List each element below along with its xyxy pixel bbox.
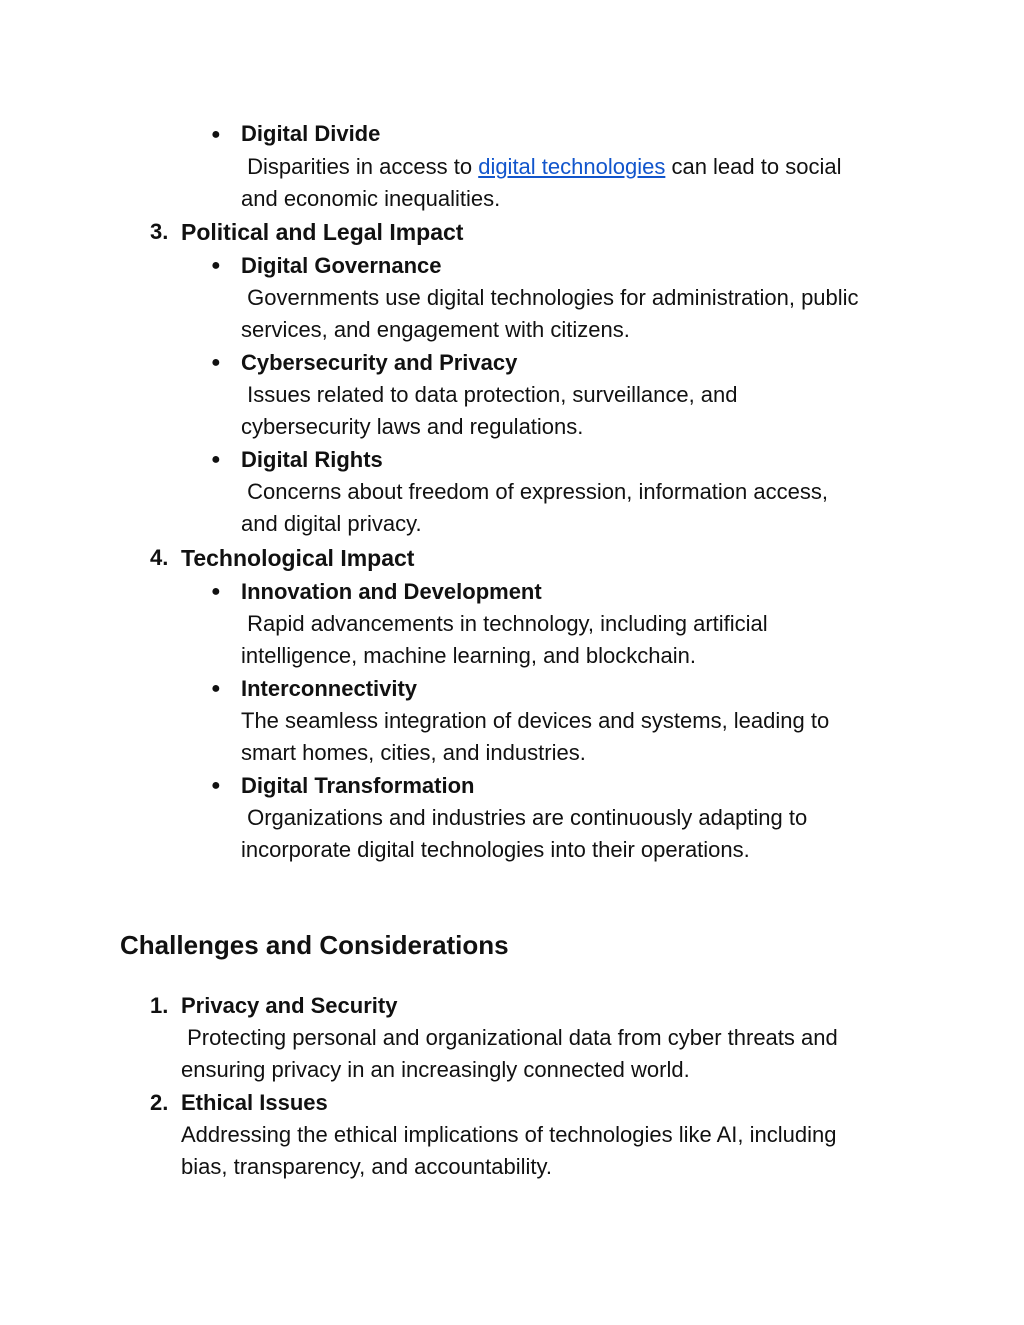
- item-title-interconnectivity: Interconnectivity: [241, 676, 418, 701]
- item-title-digital-governance: Digital Governance: [241, 253, 442, 278]
- section-title-political-legal: Political and Legal Impact: [181, 219, 464, 245]
- bullet-marker: ●: [211, 354, 221, 371]
- item-title-ethical-issues: Ethical Issues: [181, 1090, 328, 1115]
- item-title-digital-divide: Digital Divide: [241, 121, 381, 146]
- bullet-marker: ●: [211, 583, 221, 600]
- item-desc-line1: Concerns about freedom of expression, information access,: [241, 479, 828, 504]
- list-number-2: 2.: [150, 1090, 169, 1115]
- section-number-4: 4.: [150, 545, 169, 570]
- bullet-marker: ●: [211, 680, 221, 697]
- item-desc-line1: The seamless integration of devices and systems, leading to: [241, 708, 830, 733]
- item-title-cybersecurity-privacy: Cybersecurity and Privacy: [241, 350, 518, 375]
- bullet-marker: ●: [211, 126, 221, 143]
- item-title-privacy-security: Privacy and Security: [181, 993, 398, 1018]
- item-desc-line1: Governments use digital technologies for administration, public: [241, 285, 859, 310]
- item-desc-line2: and digital privacy.: [241, 511, 422, 536]
- section-number-3: 3.: [150, 219, 169, 244]
- desc-text-suffix: can lead to social: [665, 154, 842, 179]
- item-title-innovation: Innovation and Development: [241, 579, 542, 604]
- item-desc-line2: ensuring privacy in an increasingly connected world.: [181, 1057, 690, 1082]
- bullet-marker: ●: [211, 257, 221, 274]
- section-heading-challenges: Challenges and Considerations: [120, 930, 509, 960]
- digital-technologies-link[interactable]: digital technologies: [478, 154, 666, 179]
- item-desc-line2: services, and engagement with citizens.: [241, 317, 630, 342]
- item-desc-line2: bias, transparency, and accountability.: [181, 1154, 552, 1179]
- item-desc-line2: smart homes, cities, and industries.: [241, 740, 586, 765]
- list-number-1: 1.: [150, 993, 169, 1018]
- item-desc-line1: Rapid advancements in technology, including artificial: [241, 611, 768, 636]
- bullet-marker: ●: [211, 451, 221, 468]
- item-desc-line1: Organizations and industries are continuously adapting to: [241, 805, 808, 830]
- bullet-marker: ●: [211, 777, 221, 794]
- desc-text-prefix: Disparities in access to: [241, 154, 479, 179]
- item-desc-digital-divide-line2: and economic inequalities.: [241, 186, 501, 211]
- item-desc-line2: intelligence, machine learning, and blockchain.: [241, 643, 696, 668]
- item-title-digital-rights: Digital Rights: [241, 447, 383, 472]
- section-title-technological: Technological Impact: [181, 545, 415, 571]
- item-desc-line1: Addressing the ethical implications of technologies like AI, including: [181, 1122, 837, 1147]
- item-desc-line2: incorporate digital technologies into their operations.: [241, 837, 750, 862]
- item-desc-line2: cybersecurity laws and regulations.: [241, 414, 584, 439]
- item-title-digital-transformation: Digital Transformation: [241, 773, 475, 798]
- item-desc-digital-divide-line1: [241, 151, 841, 183]
- item-desc-line1: Protecting personal and organizational data from cyber threats and: [181, 1025, 838, 1050]
- item-desc-line1: Issues related to data protection, surveillance, and: [241, 382, 738, 407]
